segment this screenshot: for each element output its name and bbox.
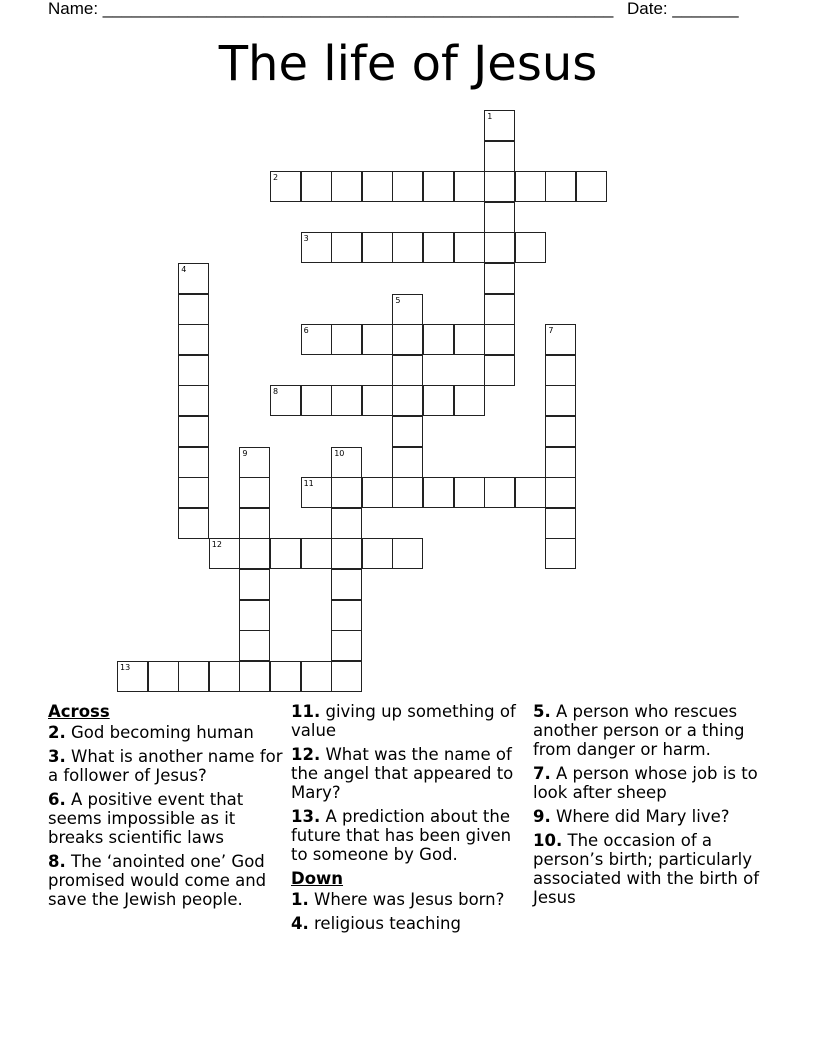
crossword-cell[interactable] bbox=[423, 232, 454, 263]
clue-number: 2 bbox=[273, 173, 279, 183]
crossword-cell[interactable] bbox=[484, 294, 515, 325]
clues-column-3 bbox=[533, 702, 779, 912]
crossword-cell[interactable] bbox=[178, 263, 209, 294]
crossword-cell[interactable] bbox=[301, 232, 332, 263]
crossword-cell[interactable] bbox=[362, 385, 393, 416]
clue-across-13: 13. A prediction about the future that has been given to someone by God. bbox=[291, 807, 512, 864]
crossword-cell[interactable] bbox=[301, 661, 332, 692]
crossword-cell[interactable] bbox=[239, 569, 270, 600]
crossword-cell[interactable] bbox=[270, 661, 301, 692]
crossword-cell[interactable] bbox=[545, 477, 576, 508]
crossword-cell[interactable] bbox=[392, 171, 423, 202]
crossword-cell[interactable] bbox=[331, 569, 362, 600]
clue-down-4: 4. religious teaching bbox=[291, 914, 461, 933]
crossword-cell[interactable] bbox=[239, 538, 270, 569]
crossword-cell[interactable] bbox=[423, 171, 454, 202]
crossword-cell[interactable] bbox=[454, 232, 485, 263]
clue-across-2: 2. God becoming human bbox=[48, 723, 254, 742]
crossword-cell[interactable] bbox=[484, 355, 515, 386]
crossword-cell[interactable] bbox=[423, 324, 454, 355]
crossword-cell[interactable] bbox=[209, 661, 240, 692]
crossword-cell[interactable] bbox=[178, 294, 209, 325]
crossword-cell[interactable] bbox=[301, 477, 332, 508]
clue-number: 12 bbox=[211, 540, 222, 550]
crossword-cell[interactable] bbox=[178, 661, 209, 692]
crossword-cell[interactable] bbox=[239, 508, 270, 539]
crossword-cell[interactable] bbox=[331, 324, 362, 355]
down-heading: Down bbox=[291, 869, 344, 888]
crossword-cell[interactable] bbox=[484, 477, 515, 508]
crossword-cell[interactable] bbox=[239, 477, 270, 508]
crossword-cell[interactable] bbox=[239, 630, 270, 661]
clue-number: 5 bbox=[395, 295, 401, 305]
crossword-cell[interactable] bbox=[117, 661, 148, 692]
crossword-cell[interactable] bbox=[484, 263, 515, 294]
clue-across-6: 6. A positive event that seems impossible as it breaks scientific laws bbox=[48, 790, 244, 847]
crossword-cell[interactable] bbox=[392, 447, 423, 478]
crossword-cell[interactable] bbox=[515, 477, 546, 508]
crossword-cell[interactable] bbox=[484, 232, 515, 263]
crossword-cell[interactable] bbox=[331, 477, 362, 508]
crossword-cell[interactable] bbox=[270, 538, 301, 569]
crossword-cell[interactable] bbox=[392, 324, 423, 355]
crossword-cell[interactable] bbox=[545, 447, 576, 478]
crossword-cell[interactable] bbox=[178, 416, 209, 447]
crossword-cell[interactable] bbox=[178, 477, 209, 508]
crossword-cell[interactable] bbox=[209, 538, 240, 569]
clue-across-11: 11. giving up something of value bbox=[291, 702, 516, 740]
clue-across-3: 3. What is another name for a follower of Jesus? bbox=[48, 747, 283, 785]
crossword-cell[interactable] bbox=[362, 324, 393, 355]
crossword-cell[interactable] bbox=[392, 416, 423, 447]
crossword-cell[interactable] bbox=[545, 355, 576, 386]
crossword-cell[interactable] bbox=[331, 385, 362, 416]
crossword-cell[interactable] bbox=[301, 171, 332, 202]
clue-number: 10 bbox=[334, 448, 345, 458]
crossword-cell[interactable] bbox=[545, 324, 576, 355]
crossword-cell[interactable] bbox=[331, 508, 362, 539]
crossword-cell[interactable] bbox=[301, 385, 332, 416]
name-field-label: Name: ______________________________________________________ bbox=[48, 0, 614, 18]
clue-number: 4 bbox=[181, 265, 187, 274]
crossword-cell[interactable] bbox=[239, 447, 270, 478]
crossword-cell[interactable] bbox=[392, 294, 423, 325]
crossword-cell[interactable] bbox=[423, 385, 454, 416]
crossword-cell[interactable] bbox=[576, 171, 607, 202]
clue-number: 6 bbox=[303, 326, 309, 336]
crossword-cell[interactable] bbox=[178, 385, 209, 416]
crossword-cell[interactable] bbox=[331, 447, 362, 478]
crossword-cell[interactable] bbox=[362, 538, 393, 569]
crossword-cell[interactable] bbox=[515, 171, 546, 202]
crossword-cell[interactable] bbox=[178, 324, 209, 355]
crossword-cell[interactable] bbox=[362, 232, 393, 263]
clue-down-10: 10. The occasion of a person’s birth; particularly associated with the birth of Jesus bbox=[533, 831, 759, 907]
crossword-cell[interactable] bbox=[178, 508, 209, 539]
crossword-cell[interactable] bbox=[178, 447, 209, 478]
crossword-cell[interactable] bbox=[545, 385, 576, 416]
clue-down-7: 7. A person whose job is to look after sheep bbox=[533, 764, 758, 802]
crossword-cell[interactable] bbox=[454, 171, 485, 202]
crossword-cell[interactable] bbox=[362, 171, 393, 202]
clue-number: 13 bbox=[120, 662, 131, 672]
crossword-cell[interactable] bbox=[331, 538, 362, 569]
crossword-cell[interactable] bbox=[484, 202, 515, 233]
crossword-cell[interactable] bbox=[239, 600, 270, 631]
clue-number: 9 bbox=[242, 448, 248, 458]
crossword-cell[interactable] bbox=[148, 661, 179, 692]
crossword-cell[interactable] bbox=[239, 661, 270, 692]
clue-across-12: 12. What was the name of the angel that appeared to Mary? bbox=[291, 745, 514, 802]
crossword-cell[interactable] bbox=[545, 538, 576, 569]
crossword-cell[interactable] bbox=[392, 355, 423, 386]
clue-number: 7 bbox=[548, 326, 554, 336]
crossword-cell[interactable] bbox=[331, 171, 362, 202]
crossword-cell[interactable] bbox=[454, 477, 485, 508]
clue-down-1: 1. Where was Jesus born? bbox=[291, 890, 505, 909]
crossword-cell[interactable] bbox=[454, 324, 485, 355]
crossword-cell[interactable] bbox=[301, 538, 332, 569]
crossword-cell[interactable] bbox=[484, 141, 515, 172]
crossword-cell[interactable] bbox=[392, 538, 423, 569]
clue-across-8: 8. The ‘anointed one’ God promised would come and save the Jewish people. bbox=[48, 852, 267, 909]
clue-number: 11 bbox=[303, 479, 314, 489]
crossword-cell[interactable] bbox=[515, 232, 546, 263]
crossword-cell[interactable] bbox=[178, 355, 209, 386]
crossword-cell[interactable] bbox=[484, 324, 515, 355]
clue-number: 3 bbox=[303, 234, 309, 244]
crossword-cell[interactable] bbox=[392, 385, 423, 416]
date-field-label: Date: _______ bbox=[627, 0, 739, 18]
crossword-cell[interactable] bbox=[270, 171, 301, 202]
clue-number: 1 bbox=[487, 112, 493, 121]
crossword-cell[interactable] bbox=[301, 324, 332, 355]
crossword-cell[interactable] bbox=[331, 661, 362, 692]
crossword-cell[interactable] bbox=[331, 630, 362, 661]
crossword-cell[interactable] bbox=[484, 110, 515, 141]
clue-down-9: 9. Where did Mary live? bbox=[533, 807, 730, 826]
crossword-cell[interactable] bbox=[545, 416, 576, 447]
clue-down-5: 5. A person who rescues another person or a thing from danger or harm. bbox=[533, 702, 745, 759]
clue-number: 8 bbox=[273, 387, 279, 397]
page-title: The life of Jesus bbox=[218, 36, 598, 92]
crossword-cell[interactable] bbox=[270, 385, 301, 416]
crossword-cell[interactable] bbox=[423, 477, 454, 508]
crossword-cell[interactable] bbox=[545, 171, 576, 202]
crossword-cell[interactable] bbox=[484, 171, 515, 202]
clues-column-2 bbox=[291, 702, 527, 938]
crossword-cell[interactable] bbox=[392, 232, 423, 263]
crossword-cell[interactable] bbox=[331, 600, 362, 631]
crossword-cell[interactable] bbox=[362, 477, 393, 508]
crossword-cell[interactable] bbox=[454, 385, 485, 416]
crossword-cell[interactable] bbox=[392, 477, 423, 508]
clues-column-1 bbox=[48, 702, 284, 914]
crossword-cell[interactable] bbox=[331, 232, 362, 263]
across-heading: Across bbox=[48, 702, 110, 721]
crossword-cell[interactable] bbox=[545, 508, 576, 539]
